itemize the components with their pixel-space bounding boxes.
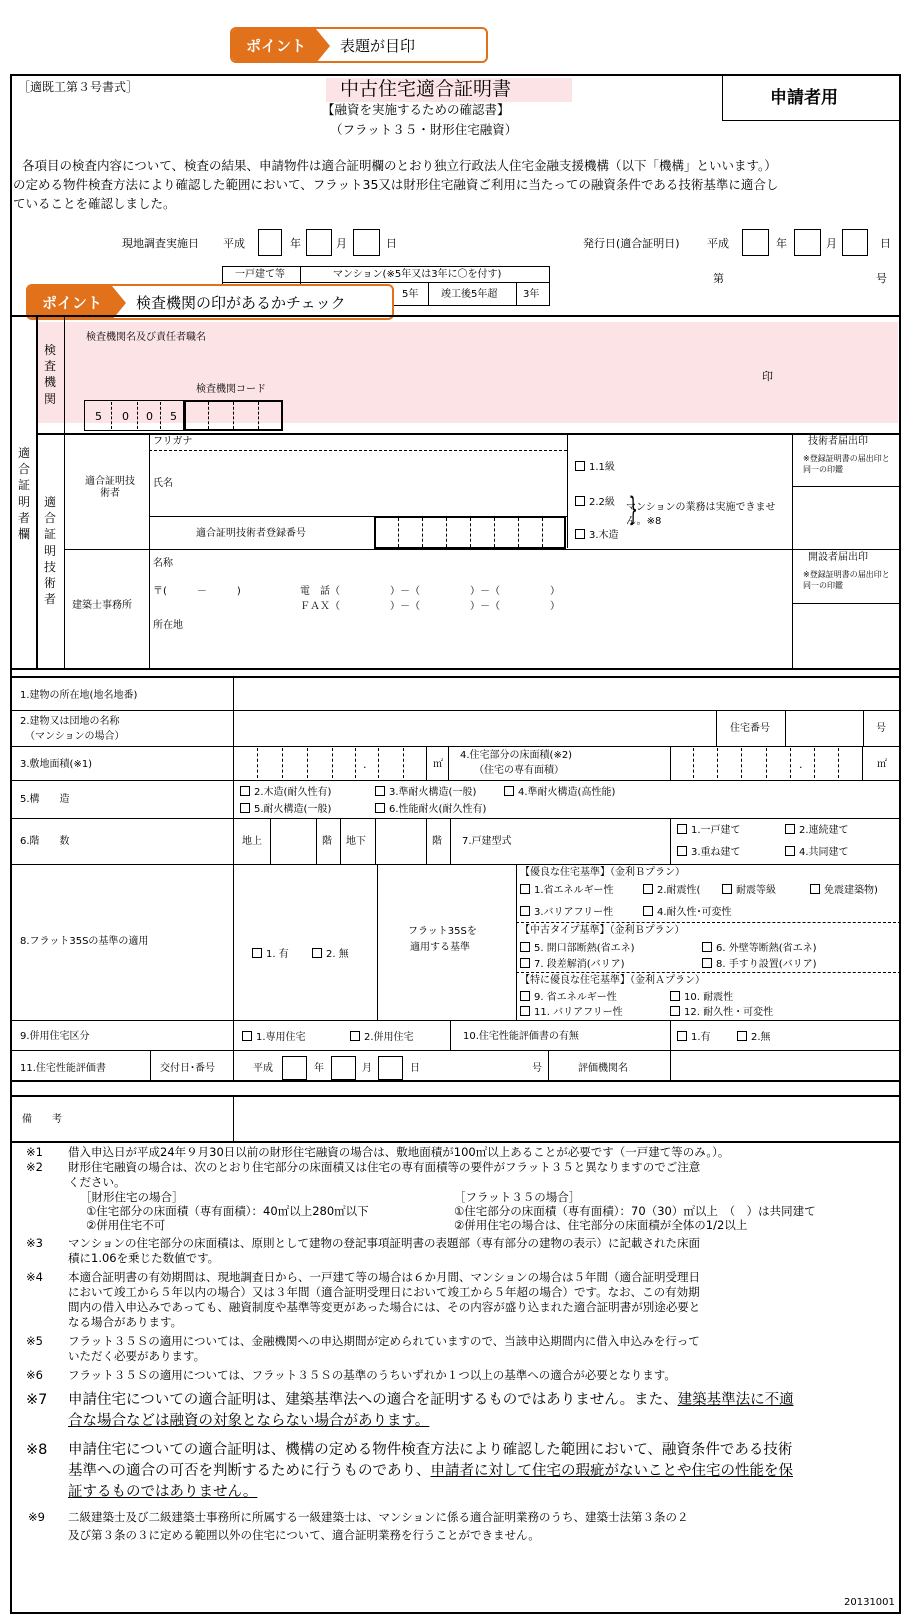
- code-digit: 5: [95, 410, 102, 423]
- grade3-checkbox[interactable]: [575, 529, 585, 539]
- flat35-heading: ［フラット３５の場合］: [454, 1190, 581, 1204]
- b1-checkbox[interactable]: [520, 884, 530, 894]
- engineer-label: 適合証明技術者: [85, 476, 135, 499]
- decimal-point: .: [799, 758, 803, 771]
- issue-number-suffix: 号: [876, 272, 887, 285]
- month-label: 月: [336, 237, 347, 250]
- flat35s-yes-label: 1. 有: [266, 949, 289, 960]
- grade1-label: 1.1級: [589, 462, 615, 473]
- validity-3years: 3年: [523, 289, 540, 300]
- applies-label-2: 適用する基準: [410, 942, 470, 953]
- decimal-point: .: [363, 758, 367, 771]
- p2-label: 2.無: [751, 1032, 771, 1043]
- inspector-seal: 印: [762, 370, 773, 383]
- floor-unit: 階: [432, 836, 442, 847]
- c5-label: 5. 開口部断熱(省エネ): [534, 943, 635, 954]
- flat35s-label: 8.フラット35Sの基準の適用: [20, 936, 149, 947]
- p2-checkbox[interactable]: [737, 1031, 747, 1041]
- issue-month-box[interactable]: [794, 229, 821, 256]
- structure-option: 6.性能耐火(耐久性有): [389, 804, 487, 815]
- zaikei-heading: ［財形住宅の場合］: [80, 1190, 184, 1204]
- day-label: 日: [410, 1063, 420, 1074]
- eval-report-label: 11.住宅性能評価書: [20, 1063, 106, 1074]
- note-marker: ※2: [26, 1160, 43, 1174]
- tel-label: 電 話（ ）－（ ）－（ ）: [300, 586, 560, 597]
- year-label: 年: [776, 237, 787, 250]
- note-marker: ※7: [26, 1392, 48, 1408]
- flat35-item-2: ②併用住宅の場合は、住宅部分の床面積が全体の1/2以上: [454, 1218, 748, 1232]
- title-point-callout: [230, 27, 488, 63]
- a9-label: 9. 省エネルギー性: [534, 992, 617, 1003]
- u2-checkbox[interactable]: [350, 1031, 360, 1041]
- performance-eval-label: 10.住宅性能評価書の有無: [463, 1031, 579, 1042]
- site-area-label: 3.敷地面積(※1): [20, 759, 93, 770]
- h2-checkbox[interactable]: [785, 824, 795, 834]
- housing-type-option: 4.共同建て: [799, 847, 849, 858]
- point-label: ポイント: [28, 286, 112, 318]
- note-3a: マンションの住宅部分の床面積は、原則として建物の登記事項証明書の表題部（専有部分の建物の表示）に記載された床面: [68, 1236, 700, 1250]
- inspector-code-label: 検査機関コード: [196, 384, 266, 395]
- point-text: 表題が目印: [340, 36, 416, 55]
- applies-label-1: フラット35Sを: [408, 926, 477, 937]
- note-7a: 申請住宅についての適合証明は、建築基準法への適合を証明するものではありません。また、: [68, 1392, 678, 1408]
- survey-year-box[interactable]: [258, 229, 282, 256]
- b2b-checkbox[interactable]: [810, 884, 820, 894]
- issue-no-label: 交付日･番号: [160, 1063, 215, 1074]
- certifier-section-label: 適合証明者欄: [17, 446, 30, 541]
- note-marker: ※5: [26, 1334, 43, 1348]
- note-7-underline-2: 合な場合などは融資の対象とならない場合があります。: [68, 1413, 430, 1429]
- s4-checkbox[interactable]: [504, 786, 514, 796]
- grade-note: マンションの業務は実施できません。※8: [626, 502, 776, 527]
- survey-day-box[interactable]: [353, 229, 380, 256]
- remarks-label: 備 考: [22, 1114, 62, 1125]
- point-text: 検査機関の印があるかチェック: [136, 293, 346, 312]
- housing-type-label: 7.戸建型式: [462, 836, 512, 847]
- engineer-head: 適合証明技術者: [43, 495, 56, 607]
- era-label: 平成: [253, 1063, 273, 1074]
- note-8b: 基準への適合の可否を判断するために行うものであり、: [68, 1463, 431, 1479]
- intro-line-2: の定める物件検査方法により確認した範囲において、フラット35又は財形住宅融資ご利用に当たっての融資条件である技術基準に適合し: [13, 177, 779, 192]
- day-label: 日: [386, 237, 397, 250]
- validity-mansion: マンション(※5年又は3年に〇を付す): [333, 269, 502, 280]
- registration-number-label: 適合証明技術者登録番号: [196, 528, 306, 539]
- b1-label: 1.省エネルギー性: [534, 885, 614, 896]
- u2-label: 2.併用住宅: [364, 1032, 414, 1043]
- b2a-checkbox[interactable]: [722, 884, 732, 894]
- office-label: 建築士事務所: [72, 600, 132, 611]
- b2-checkbox[interactable]: [643, 884, 653, 894]
- c6-label: 6. 外壁等断熱(省エネ): [716, 943, 817, 954]
- validity-5years: 5年: [402, 289, 419, 300]
- survey-month-box[interactable]: [306, 229, 332, 256]
- eval-day-box[interactable]: [378, 1056, 403, 1080]
- issue-date-label: 発行日(適合証明日): [583, 237, 680, 250]
- floor-unit: 階: [322, 836, 332, 847]
- note-4d: なる場合があります。: [68, 1315, 183, 1329]
- grade3-label: 3.木造: [589, 530, 619, 541]
- a11-label: 11. バリアフリー性: [534, 1007, 623, 1018]
- grade-brace: }: [628, 490, 638, 528]
- note-marker: ※6: [26, 1368, 43, 1382]
- address-label: 所在地: [153, 620, 183, 631]
- grade2-checkbox[interactable]: [575, 496, 585, 506]
- b3-checkbox[interactable]: [520, 906, 530, 916]
- applicant-copy: 申請者用: [770, 88, 838, 108]
- issue-day-box[interactable]: [842, 229, 868, 256]
- note-7-underline: 建築基準法に不適: [677, 1392, 794, 1408]
- b2-label: 2.耐震性(: [657, 885, 701, 896]
- c-plan-heading: 【中古タイプ基準】（金利Ｂプラン）: [520, 925, 685, 936]
- note-4c: 間内の借入申込みであっても、融資制度や基準等変更があった場合には、その内容が盛り込まれた適合証明書が別途必要と: [68, 1300, 701, 1314]
- tech-seal-note: ※登録証明書の届出印と同一の印鑑: [803, 454, 890, 474]
- flat35s-no-label: 2. 無: [326, 949, 349, 960]
- a10-checkbox[interactable]: [670, 991, 680, 1001]
- u1-checkbox[interactable]: [242, 1031, 252, 1041]
- postal-label: 〒( － ): [153, 586, 241, 597]
- note-marker: ※3: [26, 1236, 43, 1250]
- note-2a: 財形住宅融資の場合は、次のとおり住宅部分の床面積又は住宅の専有面積等の要件がフラット３５と異なりますのでご注意: [68, 1160, 701, 1174]
- item-name-label: 2.建物又は団地の名称: [20, 716, 120, 727]
- structure-option: 3.準耐火構造(一般): [389, 787, 477, 798]
- day-label: 日: [880, 237, 891, 250]
- b-plan-heading: 【優良な住宅基準】（金利Ｂプラン）: [520, 867, 685, 878]
- s3-checkbox[interactable]: [375, 786, 385, 796]
- note-marker: ※4: [26, 1270, 43, 1284]
- p1-label: 1.有: [691, 1032, 711, 1043]
- zaikei-item-2: ②併用住宅不可: [86, 1218, 166, 1232]
- s1-checkbox[interactable]: [240, 786, 250, 796]
- s5-checkbox[interactable]: [240, 803, 250, 813]
- u1-label: 1.専用住宅: [256, 1032, 306, 1043]
- zaikei-item-1: ①住宅部分の床面積（専有面積）：40㎡以上280㎡以下: [86, 1204, 369, 1218]
- c8-label: 8. 手すり設置(バリア): [716, 959, 817, 970]
- housing-type-option: 1.一戸建て: [691, 825, 741, 836]
- note-9b: 及び第３条の３に定める範囲以外の住宅について、適合証明業務を行うことができません。: [68, 1528, 540, 1542]
- code-digit: 0: [146, 410, 153, 423]
- eval-number-suffix: 号: [532, 1063, 542, 1074]
- furigana-label: フリガナ: [153, 436, 193, 447]
- subtitle-1: 【融資を実施するための確認書】: [322, 102, 510, 117]
- era-label: 平成: [223, 237, 245, 250]
- item-location-label: 1.建物の所在地(地名地番): [20, 690, 138, 701]
- flat35s-yes-checkbox[interactable]: [252, 948, 262, 958]
- page-title: 中古住宅適合証明書: [340, 78, 512, 100]
- house-number-label: 住宅番号: [730, 723, 770, 734]
- note-marker: ※9: [28, 1510, 45, 1524]
- c7-checkbox[interactable]: [520, 958, 530, 968]
- office-name-label: 名称: [153, 558, 173, 569]
- eval-year-box[interactable]: [282, 1056, 307, 1080]
- flat35s-no-checkbox[interactable]: [312, 948, 322, 958]
- a12-label: 12. 耐久性・可変性: [684, 1007, 774, 1018]
- b4-label: 4.耐久性･可変性: [657, 907, 732, 918]
- form-number: ［適既工第３号書式］: [18, 80, 139, 94]
- issue-year-box[interactable]: [742, 229, 769, 256]
- house-number-suffix: 号: [876, 723, 886, 734]
- code-digit: 5: [170, 410, 177, 423]
- note-marker: ※1: [26, 1145, 43, 1159]
- a11-checkbox[interactable]: [520, 1006, 530, 1016]
- floor-area-unit: ㎡: [877, 759, 887, 770]
- b3-label: 3.バリアフリー性: [534, 907, 614, 918]
- note-marker: ※8: [26, 1442, 48, 1458]
- year-label: 年: [314, 1063, 324, 1074]
- grade1-checkbox[interactable]: [575, 461, 585, 471]
- b4-checkbox[interactable]: [643, 906, 653, 916]
- note-5a: フラット３５Ｓの適用については、金融機関への申込期間が定められていますので、当該申込期間内に借入申込みを行って: [68, 1334, 700, 1348]
- note-9a: 二級建築士及び二級建築士事務所に所属する一級建築士は、マンションに係る適合証明業務のうち、建築士法第３条の２: [68, 1510, 689, 1524]
- survey-date-label: 現地調査実施日: [122, 237, 199, 250]
- eval-month-box[interactable]: [331, 1056, 356, 1080]
- note-1: 借入申込日が平成24年９月30日以前の財形住宅融資の場合は、敷地面積が100㎡以上あることが必要です（一戸建て等のみ。）。: [68, 1145, 730, 1159]
- inspector-head: 検査機関: [43, 343, 56, 406]
- year-label: 年: [290, 237, 301, 250]
- structure-option: 2.木造(耐久性有): [254, 787, 332, 798]
- h1-checkbox[interactable]: [677, 824, 687, 834]
- housing-type-option: 2.連続建て: [799, 825, 849, 836]
- s6-checkbox[interactable]: [375, 803, 385, 813]
- intro-line-1: 各項目の検査内容について、検査の結果、申請物件は適合証明欄のとおり独立行政法人住宅金融支援機構（以下「機構」といいます。）: [22, 158, 777, 173]
- c6-checkbox[interactable]: [702, 942, 712, 952]
- stories-label: 6.階 数: [20, 836, 70, 847]
- a12-checkbox[interactable]: [670, 1006, 680, 1016]
- c8-checkbox[interactable]: [702, 958, 712, 968]
- note-4a: 本適合証明書の有効期間は、現地調査日から、一戸建て等の場合は６か月間、マンションの場合は５年間（適合証明受理日: [68, 1270, 700, 1284]
- month-label: 月: [826, 237, 837, 250]
- subtitle-2: （フラット３５・財形住宅融資）: [330, 122, 518, 137]
- floor-area-label: 4.住宅部分の床面積(※2): [460, 750, 573, 761]
- note-8-underline-2: 証するものではありません。: [68, 1484, 258, 1500]
- above-ground-label: 地上: [242, 836, 262, 847]
- intro-line-3: ていることを確認しました。: [13, 196, 176, 211]
- era-label: 平成: [707, 237, 729, 250]
- grade2-label: 2.2級: [589, 497, 615, 508]
- issue-number-prefix: 第: [713, 272, 724, 285]
- note-2b: ください。: [68, 1175, 126, 1189]
- name-label: 氏名: [153, 478, 173, 489]
- site-area-unit: ㎡: [433, 759, 443, 770]
- c5-checkbox[interactable]: [520, 942, 530, 952]
- note-4b: において竣工から５年以内の場合）又は３年間（適合証明受理日において竣工から５年超の場合）です。なお、この有効期: [68, 1285, 700, 1299]
- below-ground-label: 地下: [346, 836, 366, 847]
- a10-label: 10. 耐震性: [684, 992, 734, 1003]
- flat35-item-1: ①住宅部分の床面積（専有面積）：70（30）㎡以上 （ ）は共同建て: [454, 1204, 816, 1218]
- code-digit: 0: [122, 410, 129, 423]
- combined-use-label: 9.併用住宅区分: [20, 1031, 90, 1042]
- validity-detached: 一戸建て等: [235, 269, 285, 280]
- c7-label: 7. 段差解消(バリア): [534, 959, 625, 970]
- structure-option: 4.準耐火構造(高性能): [518, 787, 616, 798]
- opener-seal-note: ※登録証明書の届出印と同一の印鑑: [803, 570, 890, 590]
- validity-after5: 竣工後5年超: [441, 289, 498, 300]
- point-label: ポイント: [232, 29, 316, 61]
- note-6: フラット３５Ｓの適用については、フラット３５Ｓの基準のうちいずれか１つ以上の基準への適合が必要となります。: [68, 1368, 676, 1382]
- floor-area-label-sub: （住宅の専有面積）: [474, 765, 564, 776]
- opener-seal-label: 開設者届出印: [808, 552, 868, 563]
- item-name-label-sub: （マンションの場合）: [25, 731, 125, 742]
- note-3b: 積に1.06を乗じた数値です。: [68, 1251, 220, 1265]
- a9-checkbox[interactable]: [520, 991, 530, 1001]
- note-8a: 申請住宅についての適合証明は、機構の定める物件検査方法により確認した範囲において、融資条件である技術: [68, 1442, 793, 1458]
- housing-type-option: 3.重ね建て: [691, 847, 741, 858]
- note-8-underline: 申請者に対して住宅の瑕疵がないことや住宅の性能を保: [430, 1463, 793, 1479]
- form-code: 20131001: [844, 1597, 895, 1608]
- inspector-name-label: 検査機関名及び責任者職名: [86, 332, 206, 343]
- h4-checkbox[interactable]: [785, 846, 795, 856]
- structure-option: 5.耐火構造(一般): [254, 804, 332, 815]
- tech-seal-label: 技術者届出印: [808, 436, 868, 447]
- fax-label: ＦＡＸ（ ）－（ ）－（ ）: [300, 601, 560, 612]
- structure-label: 5.構 造: [20, 794, 70, 805]
- a-plan-heading: 【特に優良な住宅基準】（金利Ａプラン）: [520, 975, 705, 986]
- month-label: 月: [362, 1063, 372, 1074]
- note-5b: いただく必要があります。: [68, 1349, 206, 1363]
- p1-checkbox[interactable]: [677, 1031, 687, 1041]
- eval-agency-label: 評価機関名: [578, 1063, 628, 1074]
- b2a-label: 耐震等級: [736, 885, 776, 896]
- h3-checkbox[interactable]: [677, 846, 687, 856]
- b2b-label: 免震建築物): [824, 885, 878, 896]
